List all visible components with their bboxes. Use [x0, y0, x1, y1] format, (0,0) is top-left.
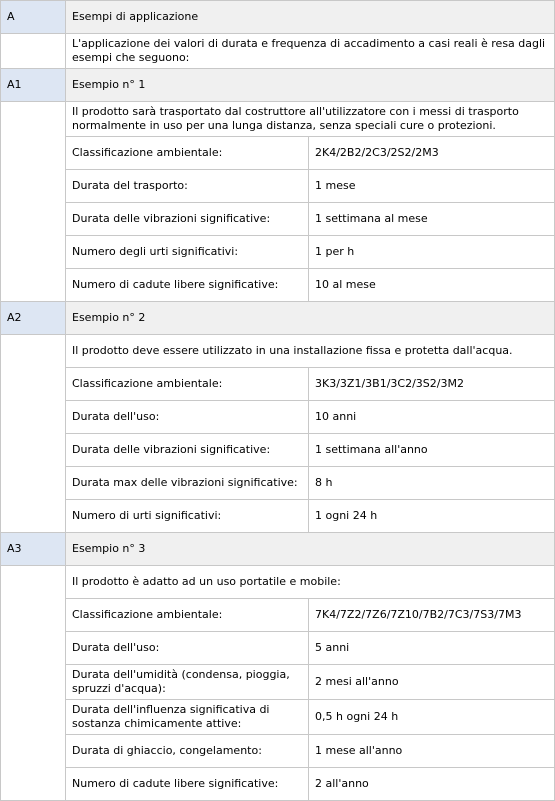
row-value: 1 mese [309, 170, 555, 203]
section-key-a2: A2 [1, 302, 66, 335]
row-value: 5 anni [309, 632, 555, 665]
row-value: 1 per h [309, 236, 555, 269]
table-row [1, 735, 555, 768]
row-label: Durata di ghiaccio, congelamento: [66, 735, 309, 768]
table-row [1, 632, 555, 665]
row-label: Classificazione ambientale: [66, 137, 309, 170]
section-spacer-a3 [1, 566, 66, 801]
table-row [1, 269, 555, 302]
section-spacer-a [1, 34, 66, 69]
table-row [1, 768, 555, 801]
table-row [1, 170, 555, 203]
row-value: 7K4/7Z2/7Z6/7Z10/7B2/7C3/7S3/7M3 [309, 599, 555, 632]
row-value: 2K4/2B2/2C3/2S2/2M3 [309, 137, 555, 170]
row-label: Durata dell'uso: [66, 632, 309, 665]
row-label: Classificazione ambientale: [66, 599, 309, 632]
table-row [1, 665, 555, 700]
row-value: 10 al mese [309, 269, 555, 302]
section-key-a1: A1 [1, 69, 66, 102]
row-value: 10 anni [309, 401, 555, 434]
row-value: 1 settimana al mese [309, 203, 555, 236]
row-label: Numero degli urti significativi: [66, 236, 309, 269]
section-description-a2: Il prodotto deve essere utilizzato in una installazione fissa e protetta dall'acqua. [66, 335, 555, 368]
row-value: 1 ogni 24 h [309, 500, 555, 533]
row-label: Durata dell'uso: [66, 401, 309, 434]
row-label: Durata delle vibrazioni significative: [66, 434, 309, 467]
table-row [1, 236, 555, 269]
row-value: 1 mese all'anno [309, 735, 555, 768]
row-value: 0,5 h ogni 24 h [309, 700, 555, 735]
row-label: Durata delle vibrazioni significative: [66, 203, 309, 236]
section-description-a3: Il prodotto è adatto ad un uso portatile e mobile: [66, 566, 555, 599]
section-key-a: A [1, 1, 66, 34]
section-title-a3: Esempio n° 3 [66, 533, 555, 566]
row-label: Numero di cadute libere significative: [66, 269, 309, 302]
table-row [1, 137, 555, 170]
row-value: 2 mesi all'anno [309, 665, 555, 700]
section-intro-a: L'applicazione dei valori di durata e frequenza di accadimento a casi reali è resa dagli esempi che seguono: [66, 34, 555, 69]
row-label: Durata max delle vibrazioni significative: [66, 467, 309, 500]
table-row [1, 467, 555, 500]
table-row [1, 599, 555, 632]
section-description-a1: Il prodotto sarà trasportato dal costruttore all'utilizzatore con i messi di trasporto normalmente in uso per una lunga distanza, senza speciali cure o protezioni. [66, 102, 555, 137]
section-title-a1: Esempio n° 1 [66, 69, 555, 102]
row-label: Durata dell'umidità (condensa, pioggia, spruzzi d'acqua): [66, 665, 309, 700]
row-label: Numero di cadute libere significative: [66, 768, 309, 801]
section-title-a: Esempi di applicazione [66, 1, 555, 34]
table-row [1, 500, 555, 533]
section-spacer-a2 [1, 335, 66, 533]
row-label: Durata del trasporto: [66, 170, 309, 203]
table-row [1, 203, 555, 236]
row-value: 2 all'anno [309, 768, 555, 801]
table-row [1, 434, 555, 467]
section-title-a2: Esempio n° 2 [66, 302, 555, 335]
row-value: 8 h [309, 467, 555, 500]
table-row [1, 368, 555, 401]
row-value: 1 settimana all'anno [309, 434, 555, 467]
row-label: Classificazione ambientale: [66, 368, 309, 401]
section-key-a3: A3 [1, 533, 66, 566]
row-value: 3K3/3Z1/3B1/3C2/3S2/3M2 [309, 368, 555, 401]
row-label: Durata dell'influenza significativa di sostanza chimicamente attive: [66, 700, 309, 735]
section-spacer-a1 [1, 102, 66, 302]
row-label: Numero di urti significativi: [66, 500, 309, 533]
table-row [1, 700, 555, 735]
table-row [1, 401, 555, 434]
